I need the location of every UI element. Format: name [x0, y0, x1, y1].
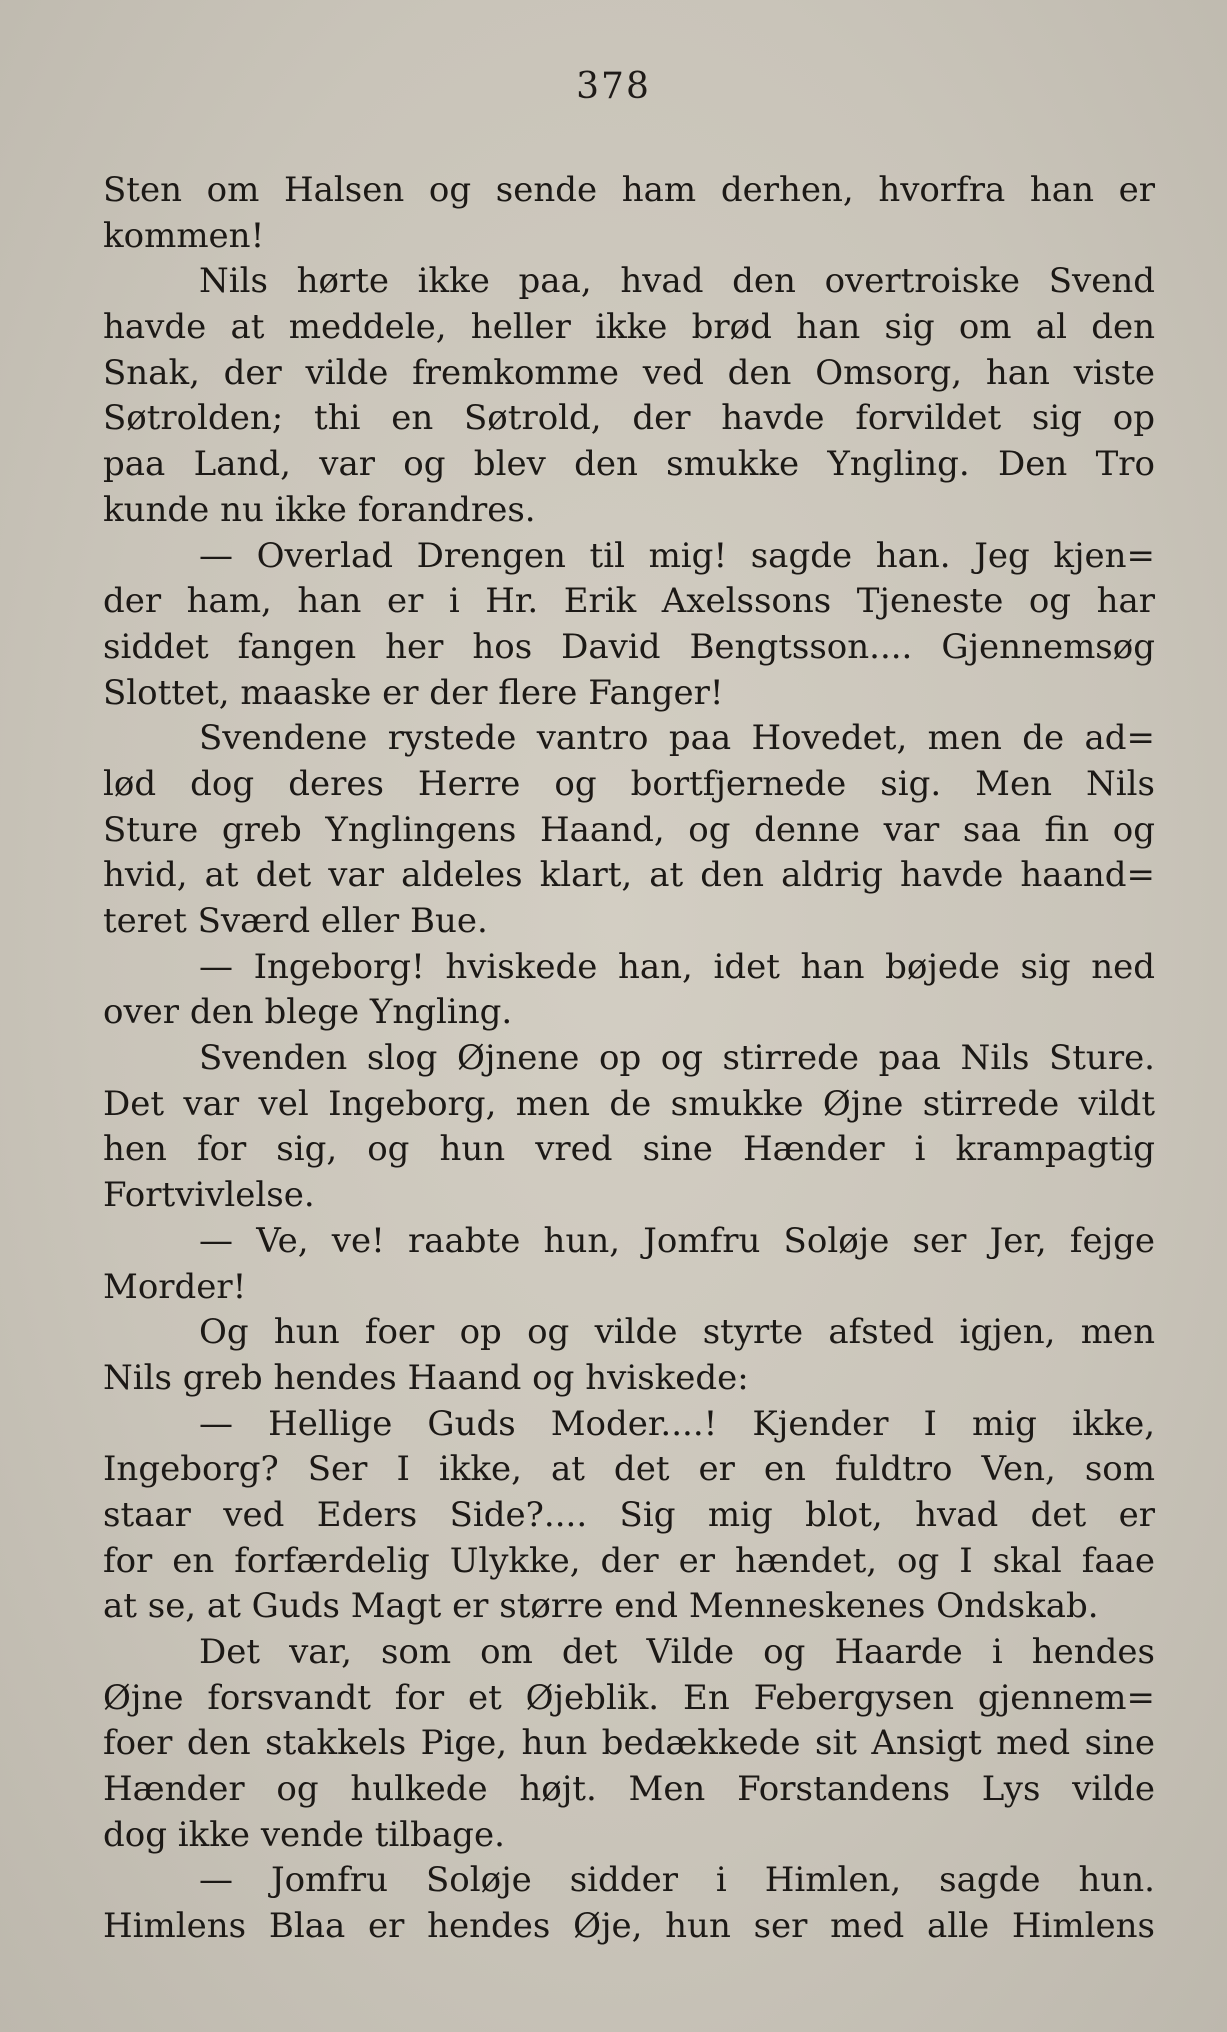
text-line: Øjne forsvandt for et Øjeblik. En Febergysen gjennem=	[103, 1677, 1155, 1718]
text-line: kommen!	[103, 215, 265, 256]
text-line: Og hun foer op og vilde styrte afsted igjen, men	[199, 1312, 1155, 1353]
text-line: Det var vel Ingeborg, men de smukke Øjne stirrede vildt	[103, 1083, 1155, 1124]
text-line: Morder!	[103, 1266, 247, 1307]
text-line: lød dog deres Herre og bortfjernede sig. Men Nils	[103, 763, 1155, 804]
text-line: staar ved Eders Side?.... Sig mig blot, hvad det er	[103, 1494, 1155, 1535]
text-line: Ingeborg? Ser I ikke, at det er en fuldtro Ven, som	[103, 1449, 1155, 1490]
text-line: Sten om Halsen og sende ham derhen, hvorfra han er	[103, 170, 1155, 210]
text-line: Slottet, maaske er der flere Fanger!	[103, 672, 724, 713]
text-line: Himlens Blaa er hendes Øje, hun ser med alle Himlens	[103, 1906, 1155, 1947]
text-line: siddet fangen her hos David Bengtsson.... Gjennemsøg	[103, 626, 1155, 667]
text-line: hvid, at det var aldeles klart, at den aldrig havde haand=	[103, 855, 1155, 896]
text-line: Søtrolden; thi en Søtrold, der havde forvildet sig op	[103, 398, 1155, 439]
body-text	[103, 168, 1155, 1950]
text-line: Fortvivlelse.	[103, 1175, 315, 1216]
text-line: teret Sværd eller Bue.	[103, 901, 488, 941]
text-line: Svendene rystede vantro paa Hovedet, men de ad=	[199, 718, 1155, 759]
page-number: 378	[576, 66, 651, 107]
text-line: kunde nu ikke forandres.	[103, 489, 536, 530]
text-line: Hænder og hulkede højt. Men Forstandens Lys vilde	[103, 1769, 1155, 1810]
text-line: at se, at Guds Magt er større end Menneskenes Ondskab.	[103, 1586, 1099, 1627]
text-line: Det var, som om det Vilde og Haarde i hendes	[199, 1632, 1155, 1672]
text-line: hen for sig, og hun vred sine Hænder i krampagtig	[103, 1129, 1155, 1170]
text-line: — Ingeborg! hviskede han, idet han bøjede sig ned	[199, 946, 1155, 987]
text-line: — Hellige Guds Moder....! Kjender I mig ikke,	[199, 1403, 1155, 1444]
text-line: — Overlad Drengen til mig! sagde han. Jeg kjen=	[199, 535, 1155, 576]
text-line: paa Land, var og blev den smukke Yngling. Den Tro	[103, 444, 1155, 485]
text-line: — Jomfru Soløje sidder i Himlen, sagde hun.	[199, 1860, 1155, 1901]
text-line: dog ikke vende tilbage.	[103, 1814, 505, 1855]
text-line: — Ve, ve! raabte hun, Jomfru Soløje ser Jer, fejge	[199, 1220, 1155, 1261]
text-line: foer den stakkels Pige, hun bedækkede sit Ansigt med sine	[103, 1723, 1155, 1764]
text-line: havde at meddele, heller ikke brød han sig om al den	[103, 307, 1155, 348]
text-line: for en forfærdelig Ulykke, der er hændet, og I skal faae	[103, 1540, 1155, 1581]
text-line: over den blege Yngling.	[103, 992, 513, 1033]
text-line: Snak, der vilde fremkomme ved den Omsorg, han viste	[103, 352, 1155, 393]
text-line: Nils greb hendes Haand og hviskede:	[103, 1357, 749, 1398]
text-line: Sture greb Ynglingens Haand, og denne var saa fin og	[103, 809, 1155, 850]
text-line: der ham, han er i Hr. Erik Axelssons Tjeneste og har	[103, 581, 1155, 622]
text-line: Nils hørte ikke paa, hvad den overtroiske Svend	[199, 261, 1155, 302]
text-line: Svenden slog Øjnene op og stirrede paa Nils Sture.	[199, 1038, 1155, 1079]
